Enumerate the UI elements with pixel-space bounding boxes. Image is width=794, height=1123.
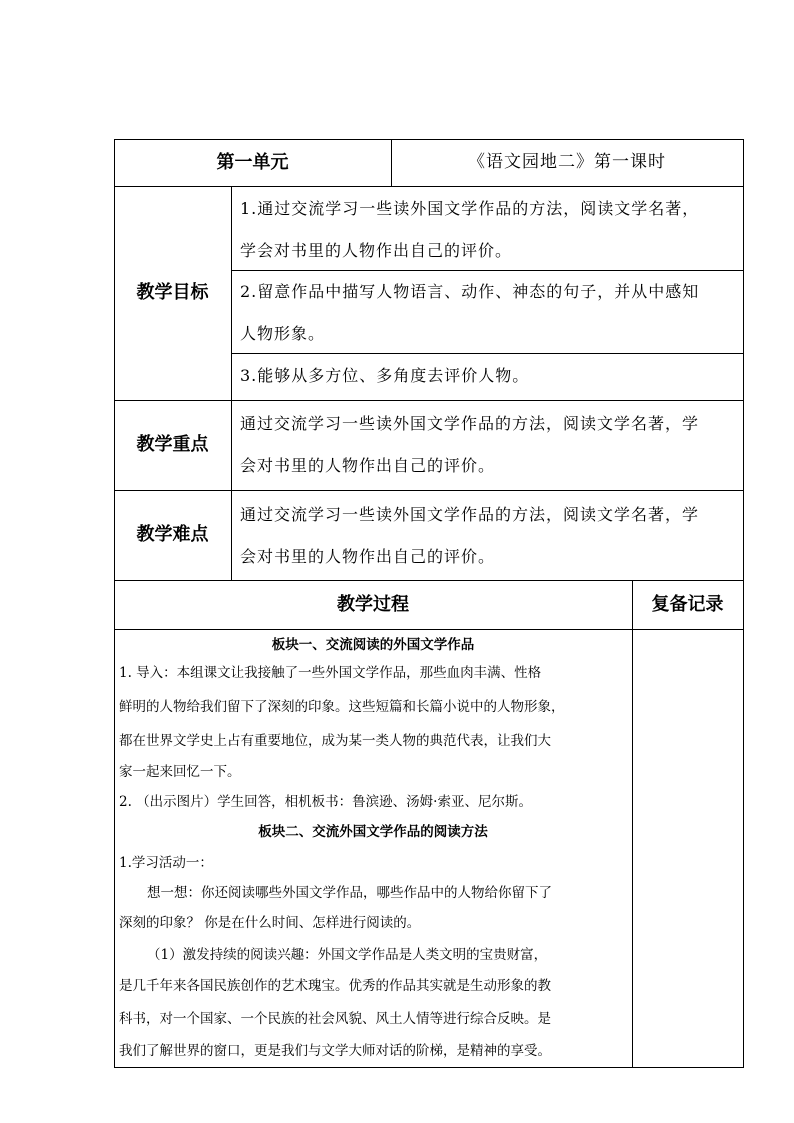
objective-text: 人物形象。 [240,324,326,343]
process-line: 科书，对一个国家、一个民族的社会风貌、风土人情等进行综合反映。是 [119,1011,551,1027]
process-line: 想一想：你还阅读哪些外国文学作品，哪些作品中的人物给你留下了 [147,885,552,901]
process-line: 2. （出示图片）学生回答，相机板书：鲁滨逊、汤姆·索亚、尼尔斯。 [119,794,532,810]
section-heading: 板块二、交流外国文学作品的阅读方法 [258,824,488,840]
objective-text: 1.通过交流学习一些读外国文学作品的方法，阅读文学名著， [240,199,700,218]
objective-item [240,188,740,272]
objective-item [240,355,740,397]
difficulties-line: 会对书里的人物作出自己的评价。 [240,547,496,566]
process-line: 深刻的印象？ 你是在什么时间、怎样进行阅读的。 [119,915,421,931]
process-line: 1. 导入：本组课文让我接触了一些外国文学作品，那些血肉丰满、性格 [119,665,542,681]
notes-label: 复备记录 [651,594,724,615]
table-border-right [743,139,744,1068]
key-points-label: 教学重点 [136,434,209,455]
key-points-line: 会对书里的人物作出自己的评价。 [240,456,496,475]
table-border-bottom [114,1067,744,1068]
process-line: 鲜明的人物给我们留下了深刻的印象。这些短篇和长篇小说中的人物形象， [119,699,565,715]
process-line: 都在世界文学史上占有重要地位，成为某一类人物的典范代表，让我们大 [119,733,551,749]
row-divider [114,629,744,630]
unit-title: 第一单元 [216,152,289,173]
objective-text: 2.留意作品中描写人物语言、动作、神态的句子，并从中感知 [240,282,700,301]
difficulties-text [240,494,740,578]
process-line: 家一起来回忆一下。 [119,764,241,780]
lesson-title: 《语文园地二》第一课时 [468,152,666,172]
objectives-label: 教学目标 [136,282,209,303]
objective-item [240,271,740,355]
process-label: 教学过程 [337,594,409,615]
section-heading: 板块一、交流阅读的外国文学作品 [271,637,475,653]
difficulties-label: 教学难点 [136,524,209,545]
label-column-divider [231,186,232,580]
process-line: 1.学习活动一： [119,855,213,871]
key-points-text [240,403,740,487]
difficulties-line: 通过交流学习一些读外国文学作品的方法，阅读文学名著，学 [240,505,700,524]
objective-text: 3.能够从多方位、多角度去评价人物。 [240,366,530,385]
process-line: （1）激发持续的阅读兴趣：外国文学作品是人类文明的宝贵财富， [147,947,548,963]
key-points-line: 通过交流学习一些读外国文学作品的方法，阅读文学名著，学 [240,414,700,433]
notes-column-divider [632,580,633,1067]
process-line: 我们了解世界的窗口，更是我们与文学大师对话的阶梯，是精神的享受。 [119,1043,551,1059]
objective-text: 学会对书里的人物作出自己的评价。 [240,241,513,260]
process-line: 是几千年来各国民族创作的艺术瑰宝。优秀的作品其实就是生动形象的教 [119,978,551,994]
